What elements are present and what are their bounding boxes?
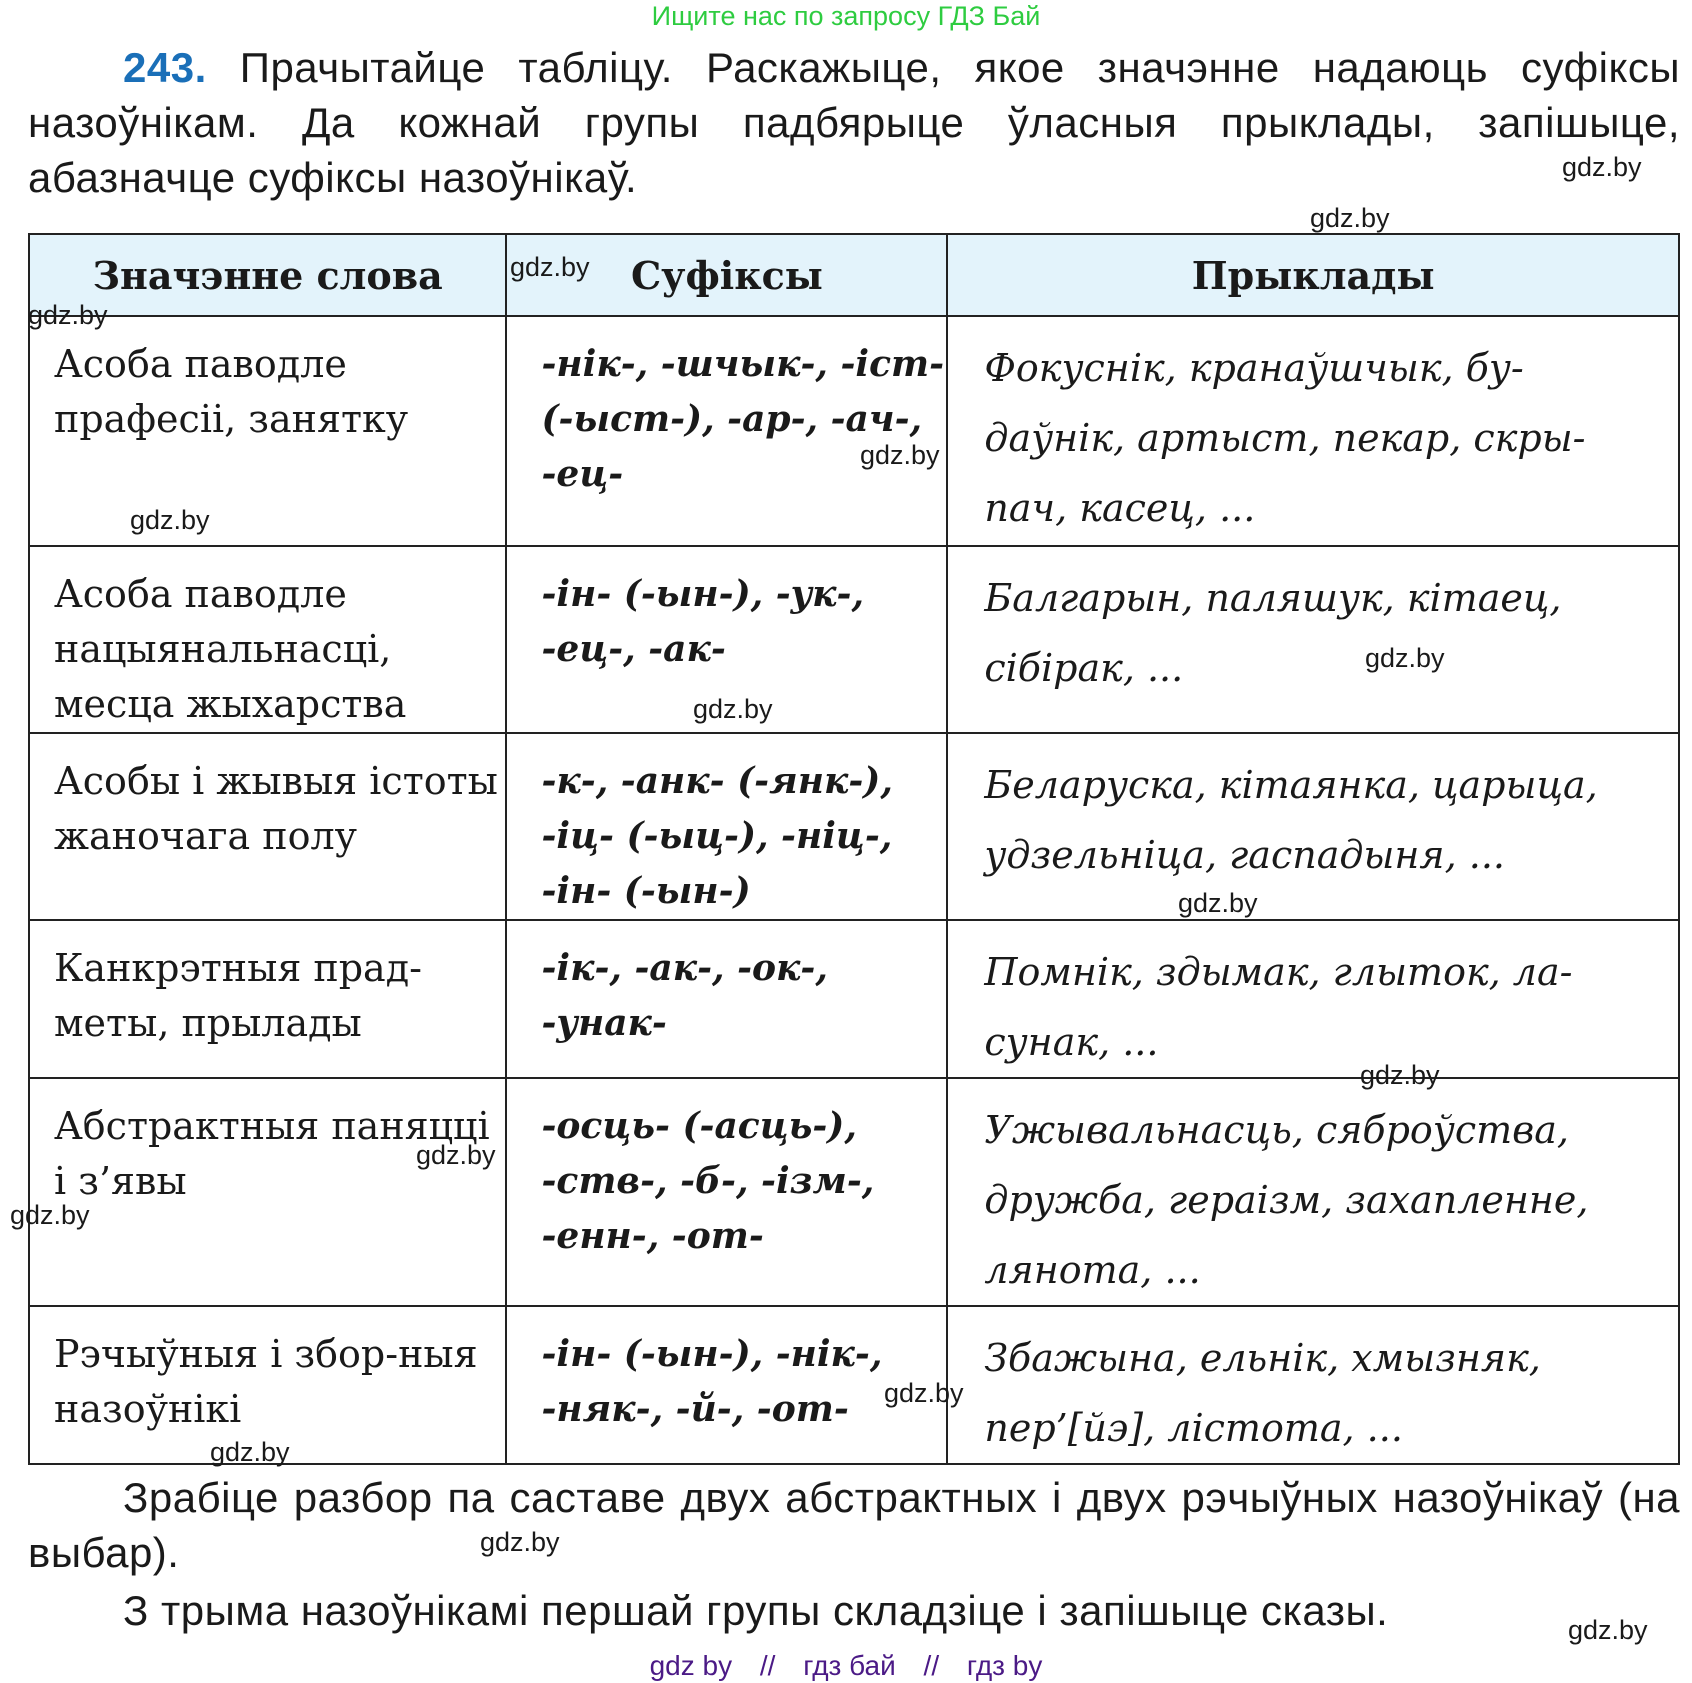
example-line: Беларуска, кітаянка, царыца,	[984, 763, 1598, 807]
table-row	[29, 920, 1679, 1078]
row-meaning: Рэчыўныя і збор-ныя назоўнікі	[29, 1306, 506, 1464]
row-examples	[947, 546, 1679, 733]
watermark: gdz.by	[130, 505, 210, 535]
example-line: пач, касец, ...	[984, 486, 1256, 530]
watermark: gdz.by	[1178, 888, 1258, 918]
watermark: gdz.by	[884, 1378, 964, 1408]
row-examples	[947, 1078, 1679, 1306]
watermark: gdz.by	[10, 1200, 90, 1230]
row-meaning: Асоба паводле прафесіі, занятку	[29, 316, 506, 546]
row-suffixes: -к-, -анк- (-янк-), -іц- (-ыц-), -ніц-, -ін- (-ын-)	[506, 733, 947, 920]
example-line: сунак, ...	[984, 1020, 1159, 1064]
example-line: Помнік, здымак, глыток, ла-	[984, 950, 1573, 994]
row-meaning: Канкрэтныя прад-меты, прылады	[29, 920, 506, 1078]
footer-separator: //	[759, 1650, 776, 1681]
watermark: gdz.by	[693, 694, 773, 724]
example-line: лянота, ...	[984, 1248, 1201, 1292]
task-2: З трыма назоўнікамі першай групы складзіце і запішыце сказы.	[123, 1587, 1389, 1634]
watermark: gdz.by	[1360, 1060, 1440, 1090]
row-meaning: Асобы і жывыя істоты жаночага полу	[29, 733, 506, 920]
row-meaning: Абстрактныя паняцці і з’явы	[29, 1078, 506, 1306]
example-line: Ужывальнасць, сяброўства,	[984, 1108, 1569, 1152]
row-suffixes: -ін- (-ын-), -нік-, -няк-, -й-, -от-	[506, 1306, 947, 1464]
row-examples	[947, 733, 1679, 920]
watermark: gdz.by	[860, 440, 940, 470]
row-examples	[947, 920, 1679, 1078]
row-examples	[947, 316, 1679, 546]
row-suffixes: -ін- (-ын-), -ук-, -ец-, -ак-	[506, 546, 947, 733]
example-line: пер’[йэ], лістота, ...	[984, 1406, 1403, 1450]
footer-separator: //	[923, 1650, 940, 1681]
table-row	[29, 733, 1679, 920]
example-line: удзельніца, гаспадыня, ...	[984, 833, 1505, 877]
footer-link[interactable]: гдз by	[966, 1650, 1043, 1681]
example-line: Фокуснік, кранаўшчык, бу-	[984, 346, 1524, 390]
row-meaning: Асоба паводле нацыянальнасці, месца жыхарства	[29, 546, 506, 733]
watermark: gdz.by	[210, 1437, 290, 1467]
watermark: gdz.by	[1310, 203, 1390, 233]
table-row	[29, 1078, 1679, 1306]
row-suffixes: -осць- (-асць-), -ств-, -б-, -ізм-, -енн-, -от-	[506, 1078, 947, 1306]
footer-links	[0, 1650, 1692, 1682]
watermark: gdz.by	[510, 252, 590, 282]
example-line: дружба, гераізм, захапленне,	[984, 1178, 1589, 1222]
row-suffixes: -ік-, -ак-, -ок-, -унак-	[506, 920, 947, 1078]
table-row	[29, 546, 1679, 733]
suffix-table	[28, 233, 1680, 1465]
row-suffixes: -нік-, -шчык-, -іст- (-ыст-), -ар-, -ач-, -ец-	[506, 316, 947, 546]
table-header-row	[29, 234, 1679, 316]
example-line: даўнік, артыст, пекар, скры-	[984, 416, 1586, 460]
watermark: gdz.by	[416, 1140, 496, 1170]
header-meaning: Значэнне слова	[29, 234, 506, 316]
watermark: gdz.by	[28, 300, 108, 330]
example-line: Балгарын, паляшук, кітаец,	[984, 576, 1562, 620]
exercise-text: Прачытайце табліцу. Раскажыце, якое значэнне надаюць суфіксы назоўнікам. Да кожнай групы падбярыце ўласныя прыклады, запішыце, абазначце суфіксы назоўнікаў.	[28, 44, 1681, 201]
footer-link[interactable]: gdz by	[649, 1650, 733, 1681]
search-banner: Ищите нас по запросу ГДЗ Бай	[651, 1, 1041, 31]
watermark: gdz.by	[1568, 1615, 1648, 1645]
watermark: gdz.by	[1562, 152, 1642, 182]
exercise-number: 243.	[123, 44, 207, 91]
watermark: gdz.by	[1365, 643, 1445, 673]
table-row	[29, 316, 1679, 546]
footer-link[interactable]: гдз бай	[803, 1650, 896, 1681]
watermark: gdz.by	[480, 1527, 560, 1557]
row-examples	[947, 1306, 1679, 1464]
exercise-intro	[28, 40, 1680, 205]
example-line: Збажына, ельнік, хмызняк,	[984, 1336, 1541, 1380]
header-suffixes: Суфіксы	[506, 234, 947, 316]
header-examples: Прыклады	[947, 234, 1679, 316]
task-1: Зрабіце разбор па саставе двух абстрактных і двух рэчыўных назоўнікаў (на выбар).	[28, 1474, 1680, 1576]
example-line: сібірак, ...	[984, 646, 1184, 690]
